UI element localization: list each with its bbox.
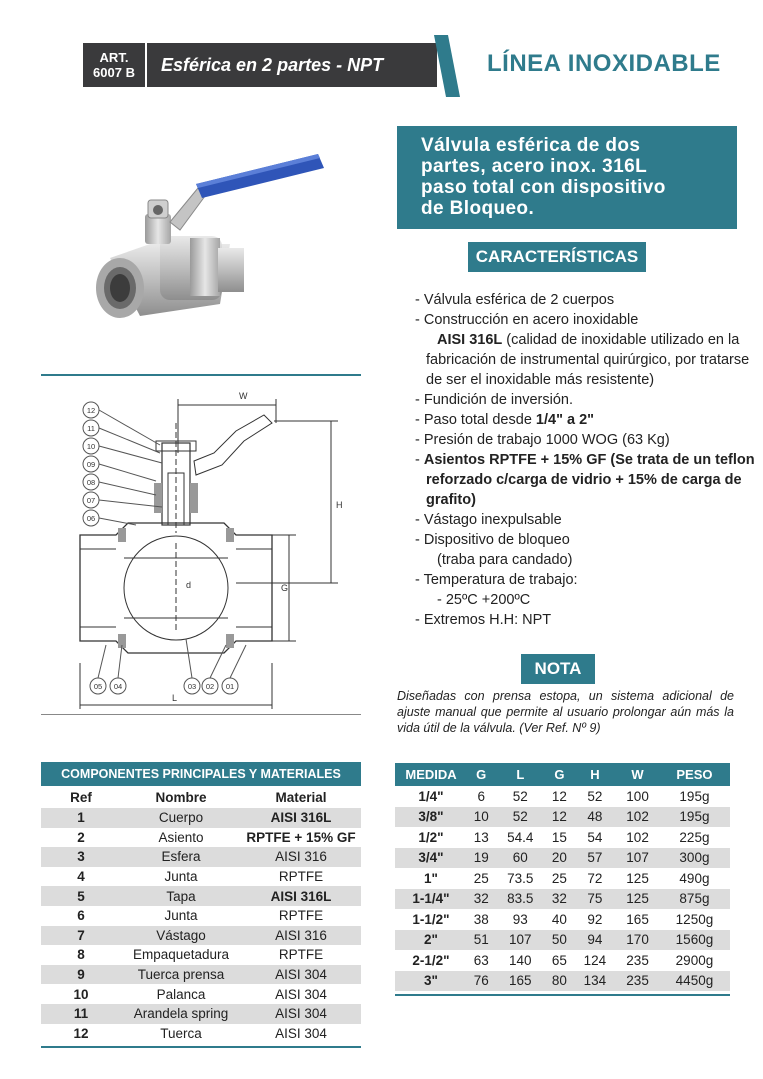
value-cell: 54.4 — [507, 829, 534, 845]
value-cell: 134 — [574, 971, 617, 992]
ref-cell: 1 — [41, 808, 121, 828]
value-cell: 107 — [495, 930, 545, 951]
value-cell: 225g — [679, 829, 710, 845]
feature-item — [415, 430, 755, 450]
value-cell: 170 — [616, 930, 659, 951]
value-cell: 94 — [574, 930, 617, 951]
table-row — [41, 906, 361, 926]
feature-text: - Dispositivo de bloqueo — [415, 532, 570, 548]
callout-04 — [110, 645, 126, 694]
value-cell: 300g — [659, 848, 730, 869]
article-code-label: ART. — [99, 50, 129, 65]
value-cell: 235 — [626, 952, 649, 968]
size-cell: 1-1/2" — [412, 911, 450, 927]
table-row — [395, 848, 730, 869]
material-cell: AISI 316 — [241, 847, 361, 867]
ref-cell: 3 — [41, 847, 121, 867]
product-description-line-3: paso total con dispositivo — [421, 177, 666, 198]
table-row — [395, 786, 730, 807]
name-cell: Empaquetadura — [132, 947, 230, 963]
dimension-l-label: L — [172, 693, 178, 703]
dimensions-table-section — [395, 763, 730, 996]
value-cell: 83.5 — [495, 889, 545, 910]
value-cell: 1250g — [675, 911, 714, 927]
callout-03 — [184, 639, 200, 694]
value-cell: 40 — [551, 911, 567, 927]
value-cell: 10 — [467, 807, 495, 828]
table-row — [395, 889, 730, 910]
product-description-line-4: de Bloqueo. — [421, 198, 535, 219]
material-cell: RPTFE — [278, 908, 324, 924]
table-row — [395, 950, 730, 971]
features-list — [415, 290, 755, 630]
table-row — [41, 984, 361, 1004]
material-cell: AISI 304 — [241, 1004, 361, 1024]
feature-text: (traba para candado) — [437, 552, 573, 568]
dimension-d-label: d — [186, 580, 192, 590]
value-cell: 195g — [679, 788, 710, 804]
name-cell: Arandela spring — [121, 1004, 241, 1024]
material-cell: RPTFE + 15% GF — [246, 829, 356, 845]
callout-01 — [222, 645, 246, 694]
name-cell: Asiento — [158, 829, 204, 845]
table-row — [41, 867, 361, 887]
ref-cell: 5 — [41, 886, 121, 906]
value-cell: 19 — [467, 848, 495, 869]
feature-item — [415, 510, 755, 530]
product-header-title: Esférica en 2 partes - NPT — [147, 43, 437, 87]
material-cell: RPTFE — [278, 869, 324, 885]
name-cell: Vástago — [121, 926, 241, 946]
feature-text-bold: AISI 316L — [437, 332, 503, 348]
callout-05 — [90, 645, 106, 694]
table-row — [41, 847, 361, 867]
table-row — [41, 965, 361, 985]
dimensions-table-bottom-rule — [395, 994, 730, 996]
table-row — [41, 1004, 361, 1024]
size-cell: 1" — [424, 870, 438, 886]
value-cell: 4450g — [659, 971, 730, 992]
feature-item — [415, 570, 755, 610]
column-header: H — [574, 763, 617, 786]
value-cell: 15 — [551, 829, 567, 845]
table-row — [395, 909, 730, 930]
ball-valve-product-image — [80, 140, 340, 330]
value-cell: 32 — [467, 889, 495, 910]
value-cell: 75 — [574, 889, 617, 910]
value-cell: 52 — [512, 788, 528, 804]
value-cell: 32 — [545, 889, 573, 910]
value-cell: 80 — [545, 971, 573, 992]
value-cell: 12 — [545, 807, 573, 828]
size-cell: 1/2" — [418, 829, 444, 845]
value-cell: 50 — [545, 930, 573, 951]
value-cell: 102 — [626, 829, 649, 845]
ref-cell: 4 — [77, 869, 85, 885]
value-cell: 107 — [616, 848, 659, 869]
feature-text: - — [415, 452, 424, 468]
feature-text: - Vástago inexpulsable — [415, 512, 562, 528]
value-cell: 92 — [587, 911, 603, 927]
components-table — [41, 786, 361, 1043]
feature-text-bold: Asientos RPTFE + 15% GF (Se trata de un teflon reforzado c/carga de vidrio + 15% de carga de grafito) — [423, 452, 755, 508]
product-description-line-1: Válvula esférica de dos — [421, 135, 641, 156]
name-cell: Junta — [164, 869, 198, 885]
material-cell: AISI 316L — [241, 808, 361, 828]
value-cell: 165 — [495, 971, 545, 992]
value-cell: 13 — [473, 829, 489, 845]
value-cell: 60 — [495, 848, 545, 869]
value-cell: 195g — [659, 807, 730, 828]
ref-cell: 11 — [41, 1004, 121, 1024]
dimension-g-label: G — [281, 583, 289, 593]
feature-text: - 25ºC +200ºC — [437, 592, 531, 608]
material-cell: AISI 304 — [241, 965, 361, 985]
material-cell: AISI 304 — [275, 986, 327, 1002]
column-header: W — [616, 763, 659, 786]
nota-text: Diseñadas con prensa estopa, un sistema adicional de ajuste manual que permite al usuario prolongar aún más la vida útil de la válvula. (Ver Ref. Nº 9) — [397, 689, 734, 735]
svg-text:09: 09 — [86, 460, 96, 469]
header-slash-decoration — [430, 35, 460, 97]
table-row — [395, 827, 730, 848]
name-cell: Tuerca prensa — [121, 965, 241, 985]
value-cell: 140 — [509, 952, 532, 968]
value-cell: 2900g — [675, 952, 714, 968]
value-cell: 54 — [587, 829, 603, 845]
size-cell: 3" — [395, 971, 467, 992]
svg-text:11: 11 — [87, 424, 95, 433]
value-cell: 20 — [545, 848, 573, 869]
feature-text: (calidad de inoxidable utilizado en la fabricación de instrumental quirúrgico, por tratarse de ser el inoxidable más resistente) — [426, 332, 750, 388]
svg-text:12: 12 — [86, 406, 96, 415]
dimension-h-label: H — [336, 500, 343, 510]
article-code — [83, 43, 145, 87]
table-row — [395, 868, 730, 889]
value-cell: 52 — [587, 788, 603, 804]
feature-item — [415, 290, 755, 310]
column-header: L — [495, 763, 545, 786]
svg-text:03: 03 — [187, 682, 197, 691]
feature-text-bold: 1/4" a 2" — [535, 412, 595, 428]
svg-text:06: 06 — [86, 514, 96, 523]
table-row — [41, 1024, 361, 1044]
ref-cell: 12 — [73, 1025, 89, 1041]
column-header: MEDIDA — [395, 763, 467, 786]
article-code-number: 6007 B — [93, 65, 135, 80]
value-cell: 38 — [473, 911, 489, 927]
ref-cell: 7 — [41, 926, 121, 946]
feature-text: - Presión de trabajo 1000 WOG (63 Kg) — [415, 432, 670, 448]
name-cell: Esfera — [121, 847, 241, 867]
value-cell: 6 — [477, 788, 485, 804]
value-cell: 72 — [587, 870, 603, 886]
components-table-title: COMPONENTES PRINCIPALES Y MATERIALES — [41, 762, 361, 786]
value-cell: 76 — [467, 971, 495, 992]
size-cell: 2" — [395, 930, 467, 951]
feature-text: - Construcción en acero inoxidable — [415, 312, 639, 328]
column-header-ref: Ref — [70, 789, 92, 805]
feature-text: - Fundición de inversión. — [415, 392, 573, 408]
name-cell: Tapa — [121, 886, 241, 906]
ref-cell: 6 — [77, 908, 85, 924]
svg-text:02: 02 — [205, 682, 215, 691]
table-row — [395, 807, 730, 828]
dimension-w-label: W — [239, 391, 248, 401]
ref-cell: 8 — [77, 947, 85, 963]
feature-item — [415, 450, 755, 510]
feature-item — [415, 530, 755, 570]
feature-item — [415, 410, 755, 430]
table-row — [41, 886, 361, 906]
column-header: PESO — [659, 763, 730, 786]
table-row — [41, 828, 361, 848]
diagram-top-divider — [41, 374, 361, 376]
size-cell: 1-1/4" — [395, 889, 467, 910]
value-cell: 235 — [616, 971, 659, 992]
table-row — [395, 971, 730, 992]
feature-text: - Temperatura de trabajo: — [415, 572, 578, 588]
value-cell: 25 — [551, 870, 567, 886]
value-cell: 12 — [551, 788, 567, 804]
product-description-box — [397, 126, 737, 229]
value-cell: 65 — [551, 952, 567, 968]
callout-06 — [83, 510, 136, 526]
value-cell: 100 — [626, 788, 649, 804]
svg-text:07: 07 — [86, 496, 96, 505]
callout-08 — [83, 474, 156, 495]
name-cell: Tuerca — [160, 1025, 202, 1041]
table-row — [41, 945, 361, 965]
svg-text:04: 04 — [113, 682, 123, 691]
features-heading: CARACTERÍSTICAS — [468, 242, 646, 272]
value-cell: 165 — [626, 911, 649, 927]
feature-text: - Paso total desde — [415, 412, 536, 428]
value-cell: 102 — [616, 807, 659, 828]
ref-cell: 10 — [73, 986, 89, 1002]
product-line-title: LÍNEA INOXIDABLE — [487, 50, 721, 77]
value-cell: 57 — [574, 848, 617, 869]
value-cell: 875g — [659, 889, 730, 910]
material-cell: AISI 316 — [241, 926, 361, 946]
column-header-nombre: Nombre — [155, 789, 207, 805]
valve-cross-section-diagram — [76, 383, 366, 713]
svg-text:10: 10 — [86, 442, 96, 451]
value-cell: 25 — [473, 870, 489, 886]
column-header: G — [545, 763, 573, 786]
value-cell: 125 — [626, 870, 649, 886]
ref-cell: 2 — [77, 829, 85, 845]
name-cell: Cuerpo — [121, 808, 241, 828]
feature-text: - Extremos H.H: NPT — [415, 612, 552, 628]
dimensions-table — [395, 763, 730, 991]
value-cell: 63 — [473, 952, 489, 968]
feature-item — [415, 310, 755, 390]
material-cell: AISI 316L — [241, 886, 361, 906]
table-row — [41, 926, 361, 946]
callout-07 — [83, 492, 162, 508]
svg-text:01: 01 — [225, 682, 235, 691]
size-cell: 3/4" — [395, 848, 467, 869]
material-cell: AISI 304 — [275, 1025, 327, 1041]
size-cell: 1/4" — [418, 788, 444, 804]
feature-item — [415, 610, 755, 630]
nota-heading: NOTA — [521, 654, 595, 684]
components-table-bottom-rule — [41, 1046, 361, 1048]
name-cell: Palanca — [156, 986, 206, 1002]
size-cell: 3/8" — [395, 807, 467, 828]
svg-text:05: 05 — [93, 682, 103, 691]
value-cell: 125 — [616, 889, 659, 910]
size-cell: 2-1/2" — [412, 952, 450, 968]
table-row — [41, 808, 361, 828]
table-row — [395, 930, 730, 951]
ref-cell: 9 — [41, 965, 121, 985]
value-cell: 52 — [495, 807, 545, 828]
material-cell: RPTFE — [278, 947, 324, 963]
feature-text: - Válvula esférica de 2 cuerpos — [415, 292, 615, 308]
value-cell: 48 — [574, 807, 617, 828]
name-cell: Junta — [164, 908, 198, 924]
value-cell: 51 — [467, 930, 495, 951]
value-cell: 490g — [679, 870, 710, 886]
value-cell: 73.5 — [507, 870, 534, 886]
components-table-section — [41, 762, 361, 1048]
column-header-material: Material — [275, 789, 327, 805]
value-cell: 93 — [512, 911, 528, 927]
value-cell: 1560g — [659, 930, 730, 951]
diagram-bottom-divider — [41, 714, 361, 715]
product-description-line-2: partes, acero inox. 316L — [421, 156, 648, 177]
feature-item — [415, 390, 755, 410]
column-header: G — [467, 763, 495, 786]
value-cell: 124 — [583, 952, 607, 968]
svg-text:08: 08 — [86, 478, 96, 487]
